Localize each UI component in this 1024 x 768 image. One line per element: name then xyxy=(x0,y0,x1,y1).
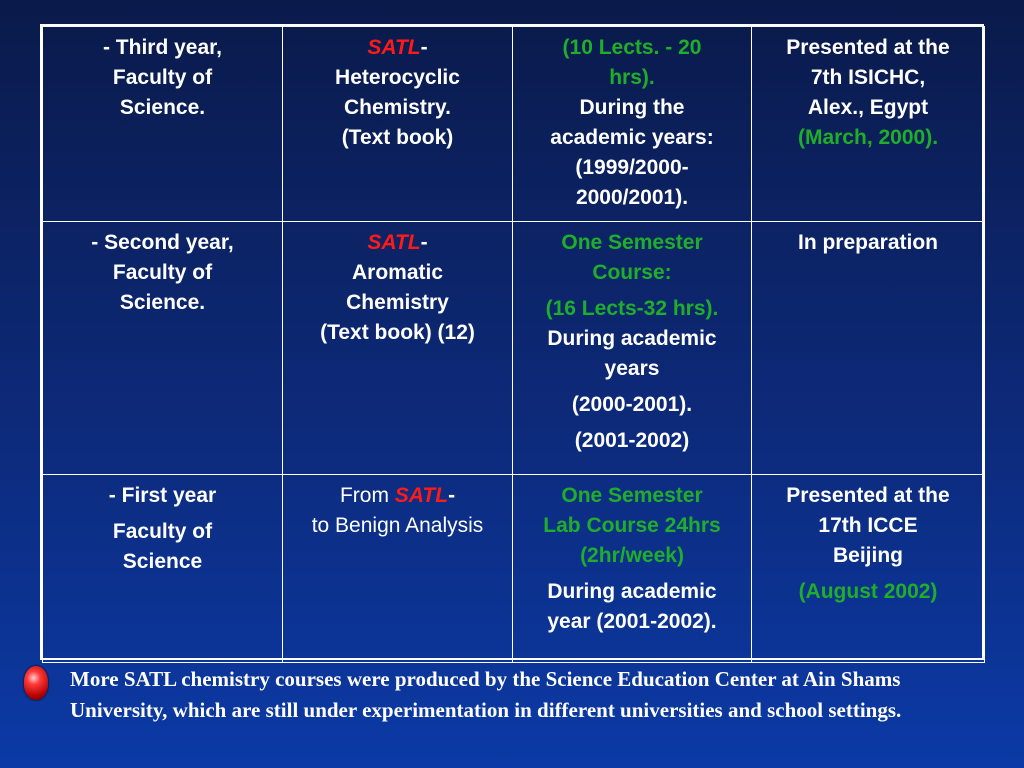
duration-line: During the xyxy=(579,96,685,119)
satl-label: SATL xyxy=(367,231,421,254)
footer-note: More SATL chemistry courses were produced by the Science Education Center at Ain Shams University, which are still under experimentation in different universities and school settings. xyxy=(70,667,902,722)
duration-line: (1999/2000- xyxy=(575,156,689,179)
duration-green-line: hrs). xyxy=(609,66,655,89)
duration-line: During academic xyxy=(547,327,717,350)
course-line: Chemistry xyxy=(346,291,449,314)
course-line: (Text book) (12) xyxy=(320,321,475,344)
courses-table xyxy=(42,26,985,663)
duration-green-line: (2hr/week) xyxy=(580,544,684,567)
year-line: Science. xyxy=(119,96,206,119)
duration-cell xyxy=(513,475,752,663)
duration-green-line: (16 Lects-32 hrs). xyxy=(545,297,719,320)
status-green-line: (August 2002) xyxy=(798,580,938,603)
year-cell xyxy=(43,475,283,663)
status-cell xyxy=(752,475,985,663)
year-line: Faculty of xyxy=(112,261,213,284)
duration-green-line: One Semester xyxy=(561,484,703,507)
course-cell xyxy=(283,27,513,222)
duration-green-line: One Semester xyxy=(561,231,703,254)
course-line: Aromatic xyxy=(351,261,444,284)
course-prefix: From xyxy=(339,484,389,507)
status-line: Presented at the xyxy=(786,484,950,507)
course-cell xyxy=(283,475,513,663)
dash: - xyxy=(420,231,428,254)
satl-label: SATL xyxy=(394,484,449,507)
table-row xyxy=(43,27,985,222)
status-line: 17th ICCE xyxy=(818,514,918,537)
year-cell xyxy=(43,27,283,222)
course-line: Heterocyclic xyxy=(335,66,460,89)
dash: - xyxy=(448,484,456,507)
course-line: (Text book) xyxy=(341,126,454,149)
year-line: - Third year, xyxy=(102,36,223,59)
status-green-line: (March, 2000). xyxy=(797,126,939,149)
duration-green-line: Course: xyxy=(592,261,672,284)
course-line: to Benign Analysis xyxy=(311,514,484,537)
year-line: - First year xyxy=(108,484,217,507)
duration-line: years xyxy=(604,357,660,380)
duration-cell xyxy=(513,27,752,222)
duration-line: During academic xyxy=(547,580,717,603)
status-line: Presented at the xyxy=(786,36,950,59)
red-gem-bullet-icon xyxy=(24,666,48,700)
duration-line: (2000-2001). xyxy=(571,393,693,416)
duration-green-line: (10 Lects. - 20 xyxy=(562,36,702,59)
status-line: Alex., Egypt xyxy=(807,96,929,119)
duration-line: year (2001-2002). xyxy=(547,610,717,633)
satl-label: SATL xyxy=(367,36,421,59)
year-cell xyxy=(43,222,283,475)
table-row xyxy=(43,222,985,475)
duration-line: academic years: xyxy=(550,126,714,149)
courses-table-frame xyxy=(40,24,984,660)
course-line: Chemistry. xyxy=(344,96,451,119)
year-line: - Second year, xyxy=(91,231,234,254)
duration-line: 2000/2001). xyxy=(575,186,689,209)
year-line: Faculty of xyxy=(112,520,213,543)
status-line: 7th ISICHC, xyxy=(810,66,926,89)
year-line: Science. xyxy=(119,291,206,314)
duration-green-line: Lab Course 24hrs xyxy=(543,514,721,537)
status-line: In preparation xyxy=(797,231,939,254)
status-cell xyxy=(752,27,985,222)
status-cell xyxy=(752,222,985,475)
status-line: Beijing xyxy=(832,544,903,567)
year-line: Faculty of xyxy=(112,66,213,89)
dash: - xyxy=(420,36,428,59)
duration-cell xyxy=(513,222,752,475)
table-row xyxy=(43,475,985,663)
course-cell xyxy=(283,222,513,475)
year-line: Science xyxy=(122,550,203,573)
duration-line: (2001-2002) xyxy=(574,429,690,452)
